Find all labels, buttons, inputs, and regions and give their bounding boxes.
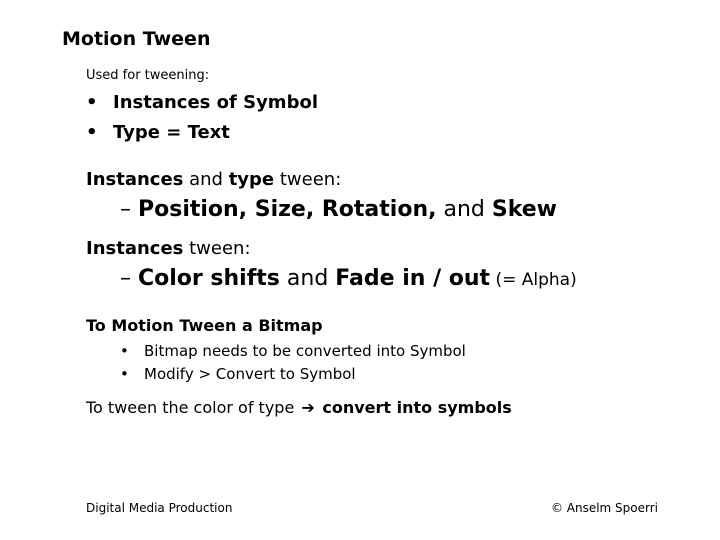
tween-word: tween: [274, 169, 342, 190]
bullet-marker: • [86, 92, 98, 113]
bitmap-heading: To Motion Tween a Bitmap [86, 316, 323, 335]
sub-bullet-marker: • [120, 365, 129, 383]
position-size-rotation: Position, Size, Rotation, [138, 197, 437, 222]
dash: – [120, 266, 138, 291]
footer-course: Digital Media Production [86, 501, 233, 515]
bullet-item [86, 92, 318, 113]
type-word: type [228, 169, 275, 190]
bullet-marker: • [86, 122, 98, 143]
used-for-label: Used for tweening: [86, 68, 210, 83]
sub-bullet-marker: • [120, 342, 129, 360]
color-shifts: Color shifts [138, 266, 280, 291]
sub-bullet-item [120, 342, 466, 360]
slide-title: Motion Tween [62, 28, 211, 50]
sub-bullet-item [120, 365, 356, 383]
and-word: and [436, 197, 492, 222]
alpha-note: (= Alpha) [490, 270, 577, 290]
and-word: and [279, 266, 336, 291]
skew-word: Skew [491, 197, 557, 222]
footer-author: © Anselm Spoerri [550, 501, 658, 515]
convert-symbols-text: convert into symbols [316, 398, 512, 417]
instances-word: Instances [86, 238, 184, 259]
sub-bullet-text: Modify > Convert to Symbol [144, 365, 356, 383]
tween-word: tween: [183, 238, 251, 259]
arrow-right-icon: ➔ [301, 398, 315, 417]
instances-heading [86, 238, 251, 259]
bullet-text: Instances of Symbol [113, 92, 318, 113]
instances-type-detail [120, 197, 557, 222]
sub-bullet-text: Bitmap needs to be converted into Symbol [144, 342, 466, 360]
dash: – [120, 197, 138, 222]
instances-type-heading [86, 169, 341, 190]
bullet-text: Type = Text [113, 122, 230, 143]
fade-in-out: Fade in / out [335, 266, 491, 291]
tween-color-text: To tween the color of type [86, 398, 300, 417]
instances-detail [120, 266, 577, 291]
and-word: and [183, 169, 229, 190]
bullet-item [86, 122, 230, 143]
instances-word: Instances [86, 169, 184, 190]
tween-color-line [86, 398, 512, 417]
